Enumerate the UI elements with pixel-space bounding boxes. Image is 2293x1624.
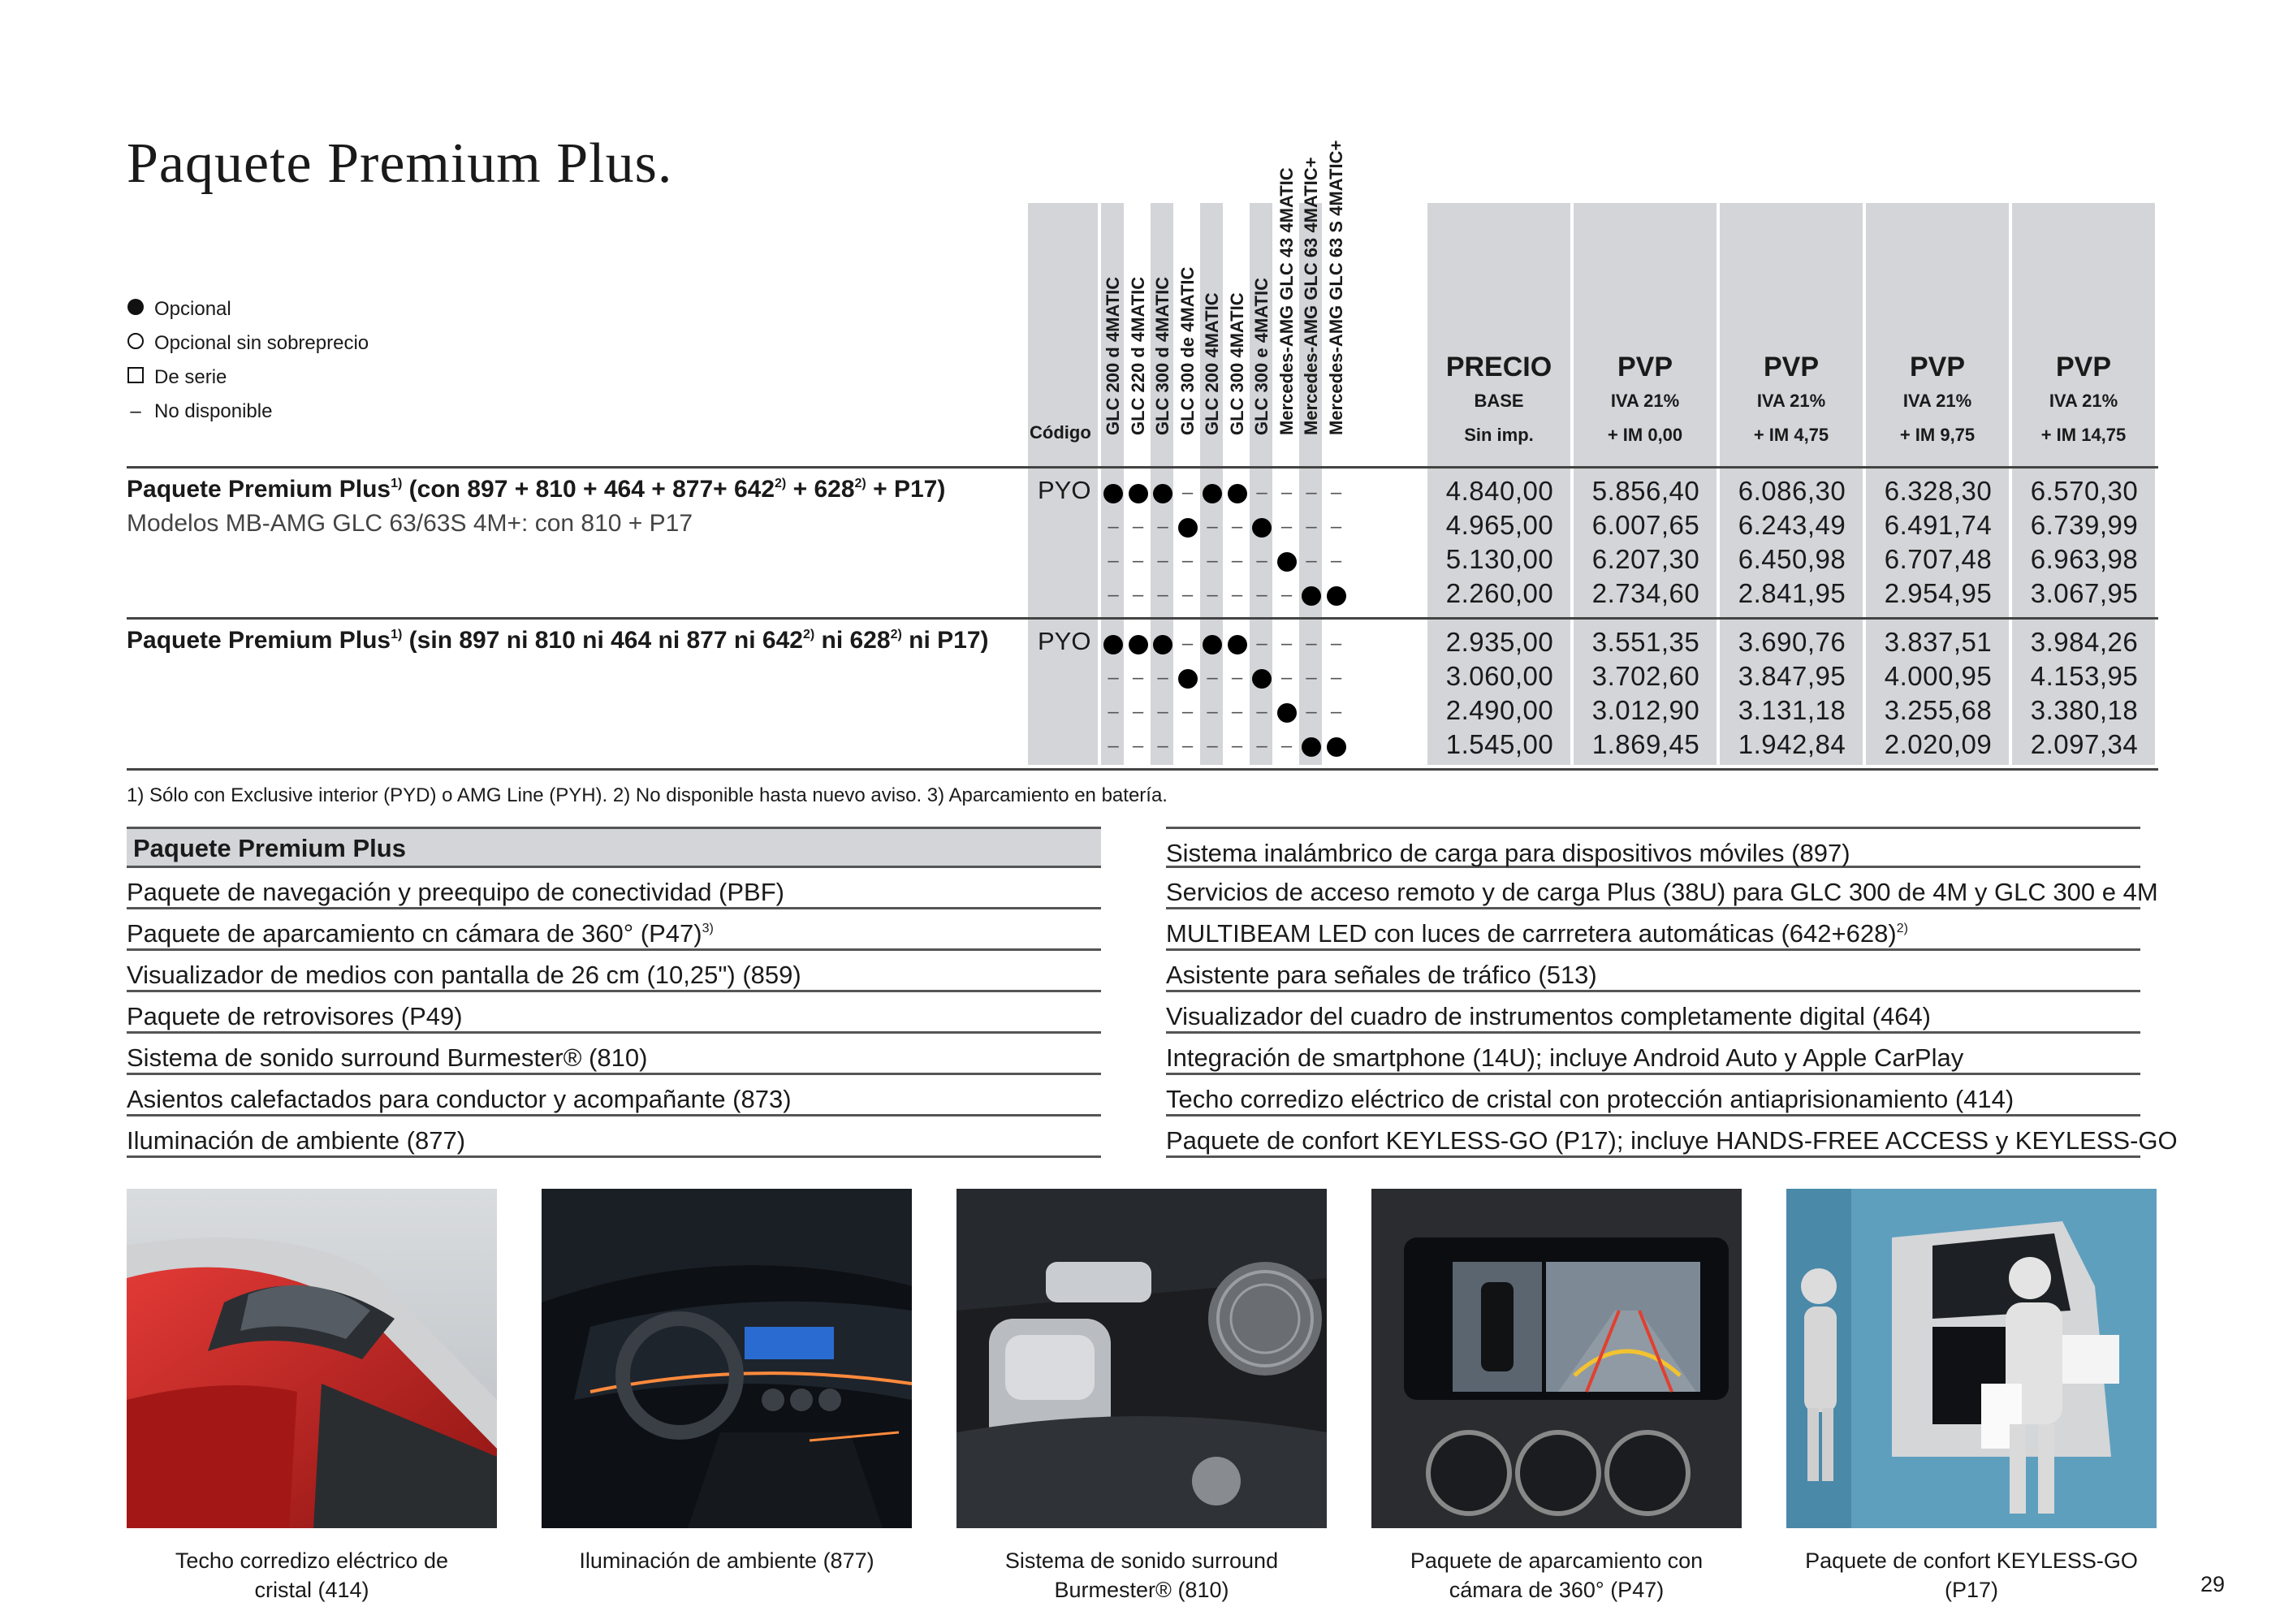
unavailable-dash-icon: – <box>1256 735 1267 757</box>
price-cell: 6.491,74 <box>1884 510 1993 540</box>
legend-item-unavailable <box>127 395 369 429</box>
unavailable-dash-icon: – <box>1330 633 1342 654</box>
unavailable-dash-icon: – <box>1207 701 1218 723</box>
option-dot-icon <box>1225 628 1250 659</box>
unavailable-dash-icon: – <box>1306 516 1317 538</box>
price-header-line: IVA 21% <box>1902 391 1972 411</box>
unavailable-dash-icon: – <box>1181 701 1194 723</box>
unavailable-dash-icon: – <box>1280 735 1293 757</box>
price-header <box>1574 349 1717 453</box>
option-dot-icon <box>1176 512 1200 542</box>
feature-item: Asientos calefactados para conductor y acompañante (873) <box>127 1075 1101 1116</box>
price-cell: 3.012,90 <box>1591 695 1700 725</box>
model-header <box>1151 245 1175 456</box>
price-cell: 2.841,95 <box>1738 578 1846 608</box>
unavailable-dash-icon: – <box>1280 667 1293 689</box>
package-code: PYO <box>1038 476 1091 504</box>
model-header <box>1200 245 1224 456</box>
price-cell: 4.153,95 <box>2030 661 2139 691</box>
feature-item: Paquete de retrovisores (P49) <box>127 992 1101 1034</box>
price-cell: 6.243,49 <box>1738 510 1846 540</box>
unavailable-dash-icon: – <box>1157 516 1168 538</box>
model-header <box>1299 157 1324 456</box>
table-group-rule <box>127 617 2158 620</box>
price-cell: 5.130,00 <box>1445 544 1554 574</box>
unavailable-dash-icon: – <box>1231 701 1243 723</box>
photo-parking-camera <box>1371 1189 1742 1528</box>
price-cell: 6.450,98 <box>1738 544 1846 574</box>
unavailable-dash-icon: – <box>1256 701 1267 723</box>
unavailable-dash-icon: – <box>1330 482 1342 503</box>
legend-label: Opcional sin sobreprecio <box>154 332 369 354</box>
package-title: Paquete Premium Plus$^{1)}$ (con $897 + 810 + 464 + 877+ 642^{2)} + 628^{2)} + P17$) <box>127 476 946 503</box>
price-cell: 2.734,60 <box>1591 578 1700 608</box>
price-header-line: PVP <box>1763 352 1820 382</box>
unavailable-dash-icon: – <box>1181 735 1194 757</box>
option-dot-icon <box>1275 697 1299 728</box>
price-cell: 3.847,95 <box>1738 661 1846 691</box>
unavailable-dash-icon: – <box>1280 584 1293 606</box>
price-cell: 6.739,99 <box>2030 510 2139 540</box>
model-header <box>1176 245 1200 456</box>
unavailable-dash-icon: – <box>1207 550 1218 572</box>
model-header-label: GLC 300 e 4MATIC <box>1251 278 1272 435</box>
price-cell: 3.702,60 <box>1591 661 1700 691</box>
unavailable-dash-icon: – <box>1132 516 1144 538</box>
unavailable-dash-icon: – <box>1132 735 1144 757</box>
code-header: Código <box>1030 422 1091 443</box>
unavailable-dash-icon: – <box>1280 516 1293 538</box>
price-cell: 3.690,76 <box>1738 627 1846 657</box>
price-cell: 1.942,84 <box>1738 729 1846 759</box>
model-header-label: GLC 220 d 4MATIC <box>1127 276 1148 435</box>
feature-item: Sistema de sonido surround Burmester® (810) <box>127 1034 1101 1075</box>
price-header-line: + IM 14,75 <box>2040 425 2127 445</box>
photo-sunroof <box>127 1189 497 1528</box>
price-cell: 4.965,00 <box>1445 510 1554 540</box>
unavailable-dash-icon: – <box>1132 550 1144 572</box>
price-header <box>2012 349 2155 453</box>
model-header-label: Mercedes-AMG GLC 43 4MATIC <box>1276 167 1297 435</box>
table-group-rule <box>127 768 2158 771</box>
unavailable-dash-icon: – <box>1330 701 1342 723</box>
price-header-line: IVA 21% <box>1756 391 1826 411</box>
option-dot-icon <box>1126 628 1151 659</box>
price-cell: 4.840,00 <box>1445 476 1554 506</box>
photo-burmester-sound <box>956 1189 1327 1528</box>
photo-caption: Paquete de confort KEYLESS-GO (P17) <box>1805 1548 2138 1602</box>
option-dot-icon <box>1275 546 1299 577</box>
legend-item-optional-free <box>127 326 369 361</box>
legend <box>127 292 369 429</box>
price-cell: 6.963,98 <box>2030 544 2139 574</box>
model-header-label: Mercedes-AMG GLC 63 S 4MATIC+ <box>1325 140 1346 435</box>
unavailable-dash-icon: – <box>1306 667 1317 689</box>
unavailable-dash-icon: – <box>1108 701 1119 723</box>
model-header-label: GLC 300 4MATIC <box>1226 292 1247 435</box>
price-cell: 2.490,00 <box>1445 695 1554 725</box>
unavailable-dash-icon: – <box>1157 550 1168 572</box>
price-cell: 2.260,00 <box>1445 578 1554 608</box>
model-header-label: GLC 300 d 4MATIC <box>1152 276 1172 435</box>
feature-list-heading: Paquete Premium Plus <box>127 827 1101 868</box>
price-cell: 3.837,51 <box>1884 627 1993 657</box>
dash-icon: – <box>130 400 141 422</box>
feature-item: Visualizador de medios con pantalla de 26 cm (10,25") (859) <box>127 951 1101 992</box>
photo-ambient-lighting <box>542 1189 912 1528</box>
price-header-line: PVP <box>2055 352 2112 382</box>
feature-item: Paquete de confort KEYLESS-GO (P17); incluye HANDS-FREE ACCESS y KEYLESS-GO <box>1166 1116 2140 1158</box>
unavailable-dash-icon: – <box>1132 667 1144 689</box>
unavailable-dash-icon: – <box>1256 550 1267 572</box>
price-cell: 6.570,30 <box>2030 476 2139 506</box>
price-header-line: IVA 21% <box>1610 391 1680 411</box>
option-dot-icon <box>1299 731 1324 762</box>
option-dot-icon <box>1200 477 1224 508</box>
option-dot-icon <box>1324 580 1349 611</box>
feature-item: MULTIBEAM LED con luces de carrretera automáticas $(642+628)^{2)}$ <box>1166 909 2140 951</box>
model-header <box>1126 245 1151 456</box>
unavailable-dash-icon: – <box>1157 735 1168 757</box>
legend-label: De serie <box>154 366 227 388</box>
unavailable-dash-icon: – <box>1256 482 1267 503</box>
filled-circle-icon <box>127 299 144 315</box>
package-subtitle: Modelos MB-AMG GLC 63/63S 4M+: con 810 + P17 <box>127 510 693 537</box>
option-dot-icon <box>1151 477 1175 508</box>
unavailable-dash-icon: – <box>1280 633 1293 654</box>
price-cell: 6.086,30 <box>1738 476 1846 506</box>
price-header <box>1720 349 1863 453</box>
feature-item: Servicios de acceso remoto y de carga Plus (38U) para GLC 300 de 4M y GLC 300 e 4M <box>1166 868 2140 909</box>
option-dot-icon <box>1299 580 1324 611</box>
unavailable-dash-icon: – <box>1108 584 1119 606</box>
unavailable-dash-icon: – <box>1207 735 1218 757</box>
price-cell: 3.380,18 <box>2030 695 2139 725</box>
legend-label: Opcional <box>154 298 231 320</box>
price-cell: 6.328,30 <box>1884 476 1993 506</box>
model-header <box>1225 245 1250 456</box>
unavailable-dash-icon: – <box>1157 667 1168 689</box>
feature-list-left <box>127 827 1101 1158</box>
price-cell: 3.067,95 <box>2030 578 2139 608</box>
option-dot-icon <box>1250 512 1274 542</box>
option-dot-icon <box>1101 628 1125 659</box>
unavailable-dash-icon: – <box>1231 584 1243 606</box>
photo-caption: Paquete de aparcamiento con cámara de 360° (P47) <box>1410 1548 1704 1602</box>
price-header-line: Sin imp. <box>1464 425 1534 445</box>
price-cell: 6.207,30 <box>1591 544 1700 574</box>
option-dot-icon <box>1176 663 1200 693</box>
photo-caption: Sistema de sonido surround Burmester® (810) <box>1004 1548 1279 1602</box>
price-header-line: + IM 9,75 <box>1899 425 1976 445</box>
price-cell: 2.020,09 <box>1884 729 1993 759</box>
price-cell: 2.097,34 <box>2030 729 2139 759</box>
page-title: Paquete Premium Plus. <box>127 132 673 195</box>
package-code: PYO <box>1038 627 1091 655</box>
unavailable-dash-icon: – <box>1157 584 1168 606</box>
unavailable-dash-icon: – <box>1108 735 1119 757</box>
price-cell: 6.007,65 <box>1591 510 1700 540</box>
unavailable-dash-icon: – <box>1231 735 1243 757</box>
price-header-line: PRECIO <box>1445 352 1552 382</box>
unavailable-dash-icon: – <box>1181 633 1194 654</box>
price-cell: 3.255,68 <box>1884 695 1993 725</box>
feature-list-right <box>1166 827 2178 1158</box>
model-header-label: GLC 200 d 4MATIC <box>1103 276 1123 435</box>
model-header-label: Mercedes-AMG GLC 63 4MATIC+ <box>1301 157 1321 435</box>
circle-outline-icon <box>127 333 144 349</box>
photo-keyless-go <box>1786 1189 2157 1528</box>
unavailable-dash-icon: – <box>1330 550 1342 572</box>
price-header <box>1427 349 1570 453</box>
price-cell: 2.935,00 <box>1445 627 1554 657</box>
model-header <box>1250 245 1274 456</box>
unavailable-dash-icon: – <box>1280 482 1293 503</box>
feature-item: Sistema inalámbrico de carga para dispositivos móviles (897) <box>1166 827 2140 868</box>
option-dot-icon <box>1101 477 1125 508</box>
unavailable-dash-icon: – <box>1231 667 1243 689</box>
unavailable-dash-icon: – <box>1181 482 1194 503</box>
price-header-line: PVP <box>1909 352 1966 382</box>
feature-item: Paquete de aparcamiento cn cámara de 360° $(P47)^{3)}$ <box>127 909 1101 951</box>
legend-label: No disponible <box>154 400 273 422</box>
unavailable-dash-icon: – <box>1132 584 1144 606</box>
price-header-line: IVA 21% <box>2049 391 2118 411</box>
option-dot-icon <box>1151 628 1175 659</box>
unavailable-dash-icon: – <box>1207 584 1218 606</box>
unavailable-dash-icon: – <box>1181 584 1194 606</box>
feature-item: Visualizador del cuadro de instrumentos completamente digital (464) <box>1166 992 2140 1034</box>
unavailable-dash-icon: – <box>1306 550 1317 572</box>
legend-item-optional <box>127 292 369 326</box>
option-dot-icon <box>1126 477 1151 508</box>
unavailable-dash-icon: – <box>1181 550 1194 572</box>
model-header-label: GLC 200 4MATIC <box>1202 292 1222 435</box>
unavailable-dash-icon: – <box>1306 633 1317 654</box>
option-dot-icon <box>1225 477 1250 508</box>
price-header-line: + IM 4,75 <box>1753 425 1829 445</box>
unavailable-dash-icon: – <box>1306 701 1317 723</box>
price-cell: 3.060,00 <box>1445 661 1554 691</box>
unavailable-dash-icon: – <box>1231 516 1243 538</box>
unavailable-dash-icon: – <box>1108 550 1119 572</box>
unavailable-dash-icon: – <box>1306 482 1317 503</box>
footnote: 1) Sólo con Exclusive interior (PYD) o AMG Line (PYH). 2) No disponible hasta nuevo aviso. 3) Aparcamiento en batería. <box>127 784 1168 806</box>
page-number: 29 <box>2200 1572 2226 1596</box>
legend-item-standard <box>127 361 369 395</box>
model-header-label: GLC 300 de 4MATIC <box>1177 266 1198 435</box>
price-cell: 4.000,95 <box>1884 661 1993 691</box>
unavailable-dash-icon: – <box>1256 633 1267 654</box>
feature-item: Asistente para señales de tráfico (513) <box>1166 951 2140 992</box>
unavailable-dash-icon: – <box>1231 550 1243 572</box>
square-outline-icon <box>127 367 144 383</box>
feature-item: Iluminación de ambiente (877) <box>127 1116 1101 1158</box>
model-header <box>1324 140 1349 456</box>
price-cell: 6.707,48 <box>1884 544 1993 574</box>
unavailable-dash-icon: – <box>1256 584 1267 606</box>
price-cell: 3.131,18 <box>1738 695 1846 725</box>
package-title: Paquete Premium Plus$^{1)}$ (sin 897 ni 810 ni 464 ni 877 ni 642$^{2)}$ ni 628$^{2)}$ ni P17) <box>127 627 989 654</box>
unavailable-dash-icon: – <box>1157 701 1168 723</box>
price-cell: 3.984,26 <box>2030 627 2139 657</box>
feature-item: Integración de smartphone (14U); incluye Android Auto y Apple CarPlay <box>1166 1034 2140 1075</box>
price-cell: 2.954,95 <box>1884 578 1993 608</box>
photo-caption: Techo corredizo eléctrico de cristal (414) <box>175 1548 449 1602</box>
unavailable-dash-icon: – <box>1207 667 1218 689</box>
price-header-line: BASE <box>1474 391 1524 411</box>
unavailable-dash-icon: – <box>1108 667 1119 689</box>
option-dot-icon <box>1324 731 1349 762</box>
feature-item: Paquete de navegación y preequipo de conectividad (PBF) <box>127 868 1101 909</box>
price-cell: 3.551,35 <box>1591 627 1700 657</box>
price-header-line: + IM 0,00 <box>1607 425 1683 445</box>
table-header-rule <box>127 466 2158 469</box>
price-cell: 5.856,40 <box>1591 476 1700 506</box>
unavailable-dash-icon: – <box>1330 516 1342 538</box>
price-cell: 1.869,45 <box>1591 729 1700 759</box>
price-cell: 1.545,00 <box>1445 729 1554 759</box>
unavailable-dash-icon: – <box>1108 516 1119 538</box>
price-header-line: PVP <box>1617 352 1673 382</box>
photo-caption: Iluminación de ambiente (877) <box>579 1548 874 1573</box>
feature-item: Techo corredizo eléctrico de cristal con protección antiaprisionamiento (414) <box>1166 1075 2140 1116</box>
option-dot-icon <box>1250 663 1274 693</box>
unavailable-dash-icon: – <box>1132 701 1144 723</box>
model-header <box>1275 167 1299 456</box>
model-header <box>1101 245 1125 456</box>
price-header <box>1866 349 2009 453</box>
option-dot-icon <box>1200 628 1224 659</box>
unavailable-dash-icon: – <box>1330 667 1342 689</box>
unavailable-dash-icon: – <box>1207 516 1218 538</box>
